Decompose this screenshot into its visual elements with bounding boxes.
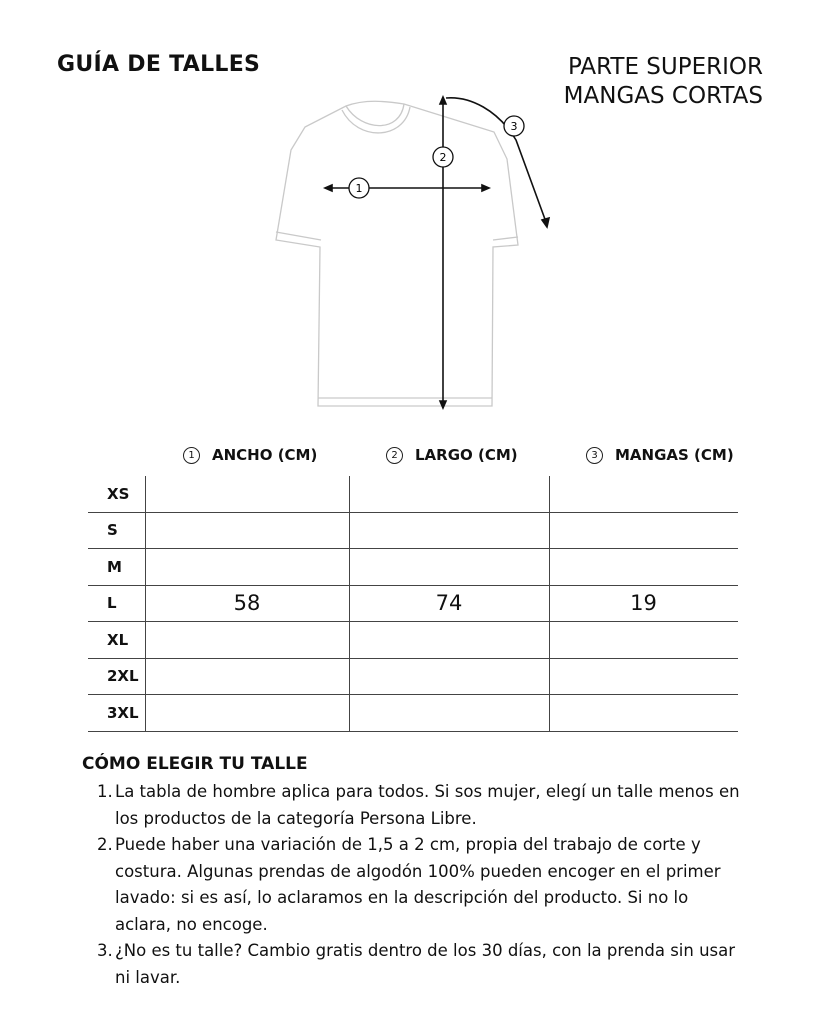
- largo-cell: 74: [349, 585, 549, 622]
- mangas-cell: [549, 695, 738, 732]
- column-header-mangas: [586, 446, 734, 464]
- page-title: GUÍA DE TALLES: [57, 52, 261, 77]
- column-number-circle: 3: [586, 447, 603, 464]
- largo-cell: [349, 512, 549, 549]
- width-arrow-left-icon: [325, 185, 332, 191]
- howto-list: [97, 779, 747, 991]
- size-label: M: [88, 549, 145, 586]
- length-arrow-bottom-icon: [440, 401, 446, 408]
- list-item-number: 3.: [97, 941, 113, 960]
- list-item: [97, 779, 747, 832]
- mangas-cell: 19: [549, 585, 738, 622]
- largo-cell: [349, 695, 549, 732]
- svg-text:2: 2: [439, 151, 447, 164]
- list-item-text: Puede haber una variación de 1,5 a 2 cm, propia del trabajo de corte y costura. Algunas prendas de algodón 100% pueden encoger en el primer lavado: si es así, lo aclaramos en la descripción del producto. Si no lo aclara, no encoge.: [115, 835, 721, 934]
- tshirt-outline: [276, 101, 518, 406]
- ancho-cell: [145, 695, 349, 732]
- svg-text:1: 1: [355, 182, 363, 195]
- ancho-cell: 58: [145, 585, 349, 622]
- category-line-2: MANGAS CORTAS: [563, 83, 763, 109]
- largo-cell: [349, 658, 549, 695]
- ancho-cell: [145, 512, 349, 549]
- table-row: [88, 512, 738, 549]
- sleeve-measure-line: [446, 98, 546, 222]
- mangas-cell: [549, 622, 738, 659]
- howto-title: CÓMO ELEGIR TU TALLE: [82, 754, 308, 774]
- largo-cell: [349, 476, 549, 512]
- column-label: LARGO (CM): [415, 446, 518, 464]
- column-number-circle: 1: [183, 447, 200, 464]
- mangas-cell: [549, 512, 738, 549]
- mangas-cell: [549, 476, 738, 512]
- ancho-cell: [145, 549, 349, 586]
- column-label: MANGAS (CM): [615, 446, 734, 464]
- marker-1: [349, 178, 369, 198]
- list-item-number: 1.: [97, 782, 113, 801]
- svg-text:3: 3: [510, 120, 518, 133]
- length-arrow-top-icon: [440, 97, 446, 104]
- table-row: [88, 549, 738, 586]
- size-label: 3XL: [88, 695, 145, 732]
- list-item-number: 2.: [97, 835, 113, 854]
- list-item: [97, 938, 747, 991]
- table-row: [88, 476, 738, 512]
- column-header-ancho: [183, 446, 317, 464]
- category-line-1: PARTE SUPERIOR: [567, 54, 763, 80]
- largo-cell: [349, 549, 549, 586]
- size-label: XL: [88, 622, 145, 659]
- mangas-cell: [549, 658, 738, 695]
- table-row: [88, 695, 738, 732]
- ancho-cell: [145, 658, 349, 695]
- ancho-cell: [145, 622, 349, 659]
- sleeve-arrow-icon: [542, 218, 549, 227]
- table-row: [88, 622, 738, 659]
- ancho-cell: [145, 476, 349, 512]
- size-table: [88, 476, 738, 732]
- width-arrow-right-icon: [482, 185, 489, 191]
- tshirt-diagram: [265, 92, 565, 417]
- column-number-circle: 2: [386, 447, 403, 464]
- mangas-cell: [549, 549, 738, 586]
- list-item-text: La tabla de hombre aplica para todos. Si sos mujer, elegí un talle menos en los productos de la categoría Persona Libre.: [115, 782, 740, 828]
- garment-category: [564, 53, 763, 111]
- size-label: XS: [88, 476, 145, 512]
- list-item-text: ¿No es tu talle? Cambio gratis dentro de los 30 días, con la prenda sin usar ni lavar.: [115, 941, 736, 987]
- column-header-largo: [386, 446, 518, 464]
- table-row: [88, 585, 738, 622]
- marker-2: [433, 147, 453, 167]
- size-label: 2XL: [88, 658, 145, 695]
- largo-cell: [349, 622, 549, 659]
- table-row: [88, 658, 738, 695]
- marker-3: [504, 116, 524, 136]
- list-item: [97, 832, 747, 938]
- column-label: ANCHO (CM): [212, 446, 318, 464]
- size-label: L: [88, 585, 145, 622]
- size-label: S: [88, 512, 145, 549]
